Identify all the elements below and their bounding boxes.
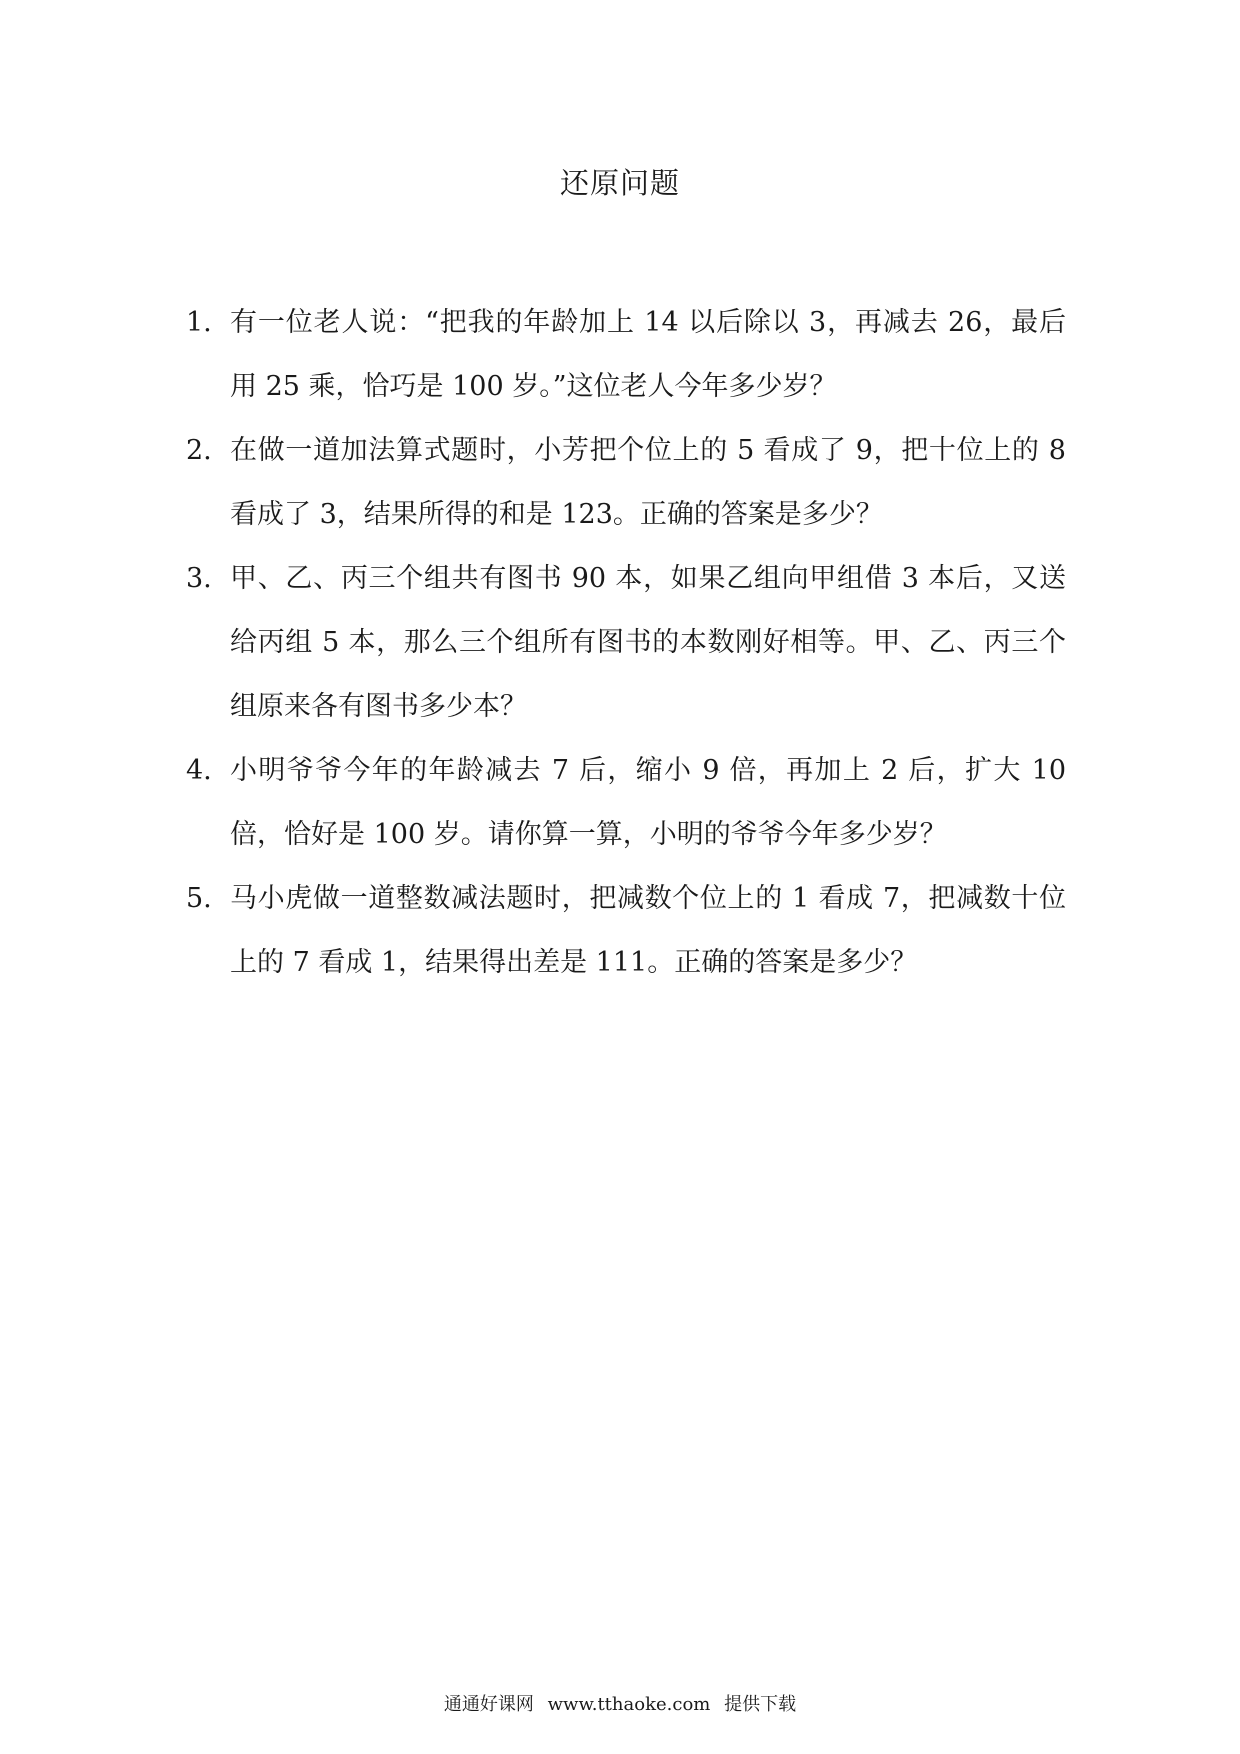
question-number: 5. — [186, 883, 212, 914]
footer-note: 提供下载 — [724, 1694, 797, 1715]
question-text: 在做一道加法算式题时，小芳把个位上的 5 看成了 9，把十位上的 8 看成了 3，结果所得的和是 123。正确的答案是多少？ — [230, 435, 1066, 530]
footer-url: www.tthaoke.com — [547, 1694, 711, 1715]
question-text: 甲、乙、丙三个组共有图书 90 本，如果乙组向甲组借 3 本后，又送给丙组 5 本，那么三个组所有图书的本数刚好相等。甲、乙、丙三个组原来各有图书多少本？ — [230, 563, 1066, 722]
question-item — [186, 419, 1066, 547]
footer-site-name: 通通好课网 — [443, 1694, 534, 1715]
question-number: 2. — [186, 435, 212, 466]
question-text: 有一位老人说：“把我的年龄加上 14 以后除以 3，再减去 26，最后用 25 乘，恰巧是 100 岁。”这位老人今年多少岁？ — [230, 307, 1066, 402]
question-number: 1. — [186, 307, 212, 338]
question-item — [186, 291, 1066, 419]
question-number: 3. — [186, 563, 212, 594]
page-title: 还原问题 — [559, 166, 680, 200]
question-text: 小明爷爷今年的年龄减去 7 后，缩小 9 倍，再加上 2 后，扩大 10 倍，恰好是 100 岁。请你算一算，小明的爷爷今年多少岁？ — [230, 755, 1066, 850]
page-footer — [0, 1692, 1240, 1718]
question-item — [186, 547, 1066, 739]
question-number: 4. — [186, 755, 212, 786]
question-list — [186, 291, 1066, 995]
question-item — [186, 739, 1066, 867]
question-text: 马小虎做一道整数减法题时，把减数个位上的 1 看成 7，把减数十位上的 7 看成 1，结果得出差是 111。正确的答案是多少？ — [230, 883, 1066, 978]
question-item — [186, 867, 1066, 995]
